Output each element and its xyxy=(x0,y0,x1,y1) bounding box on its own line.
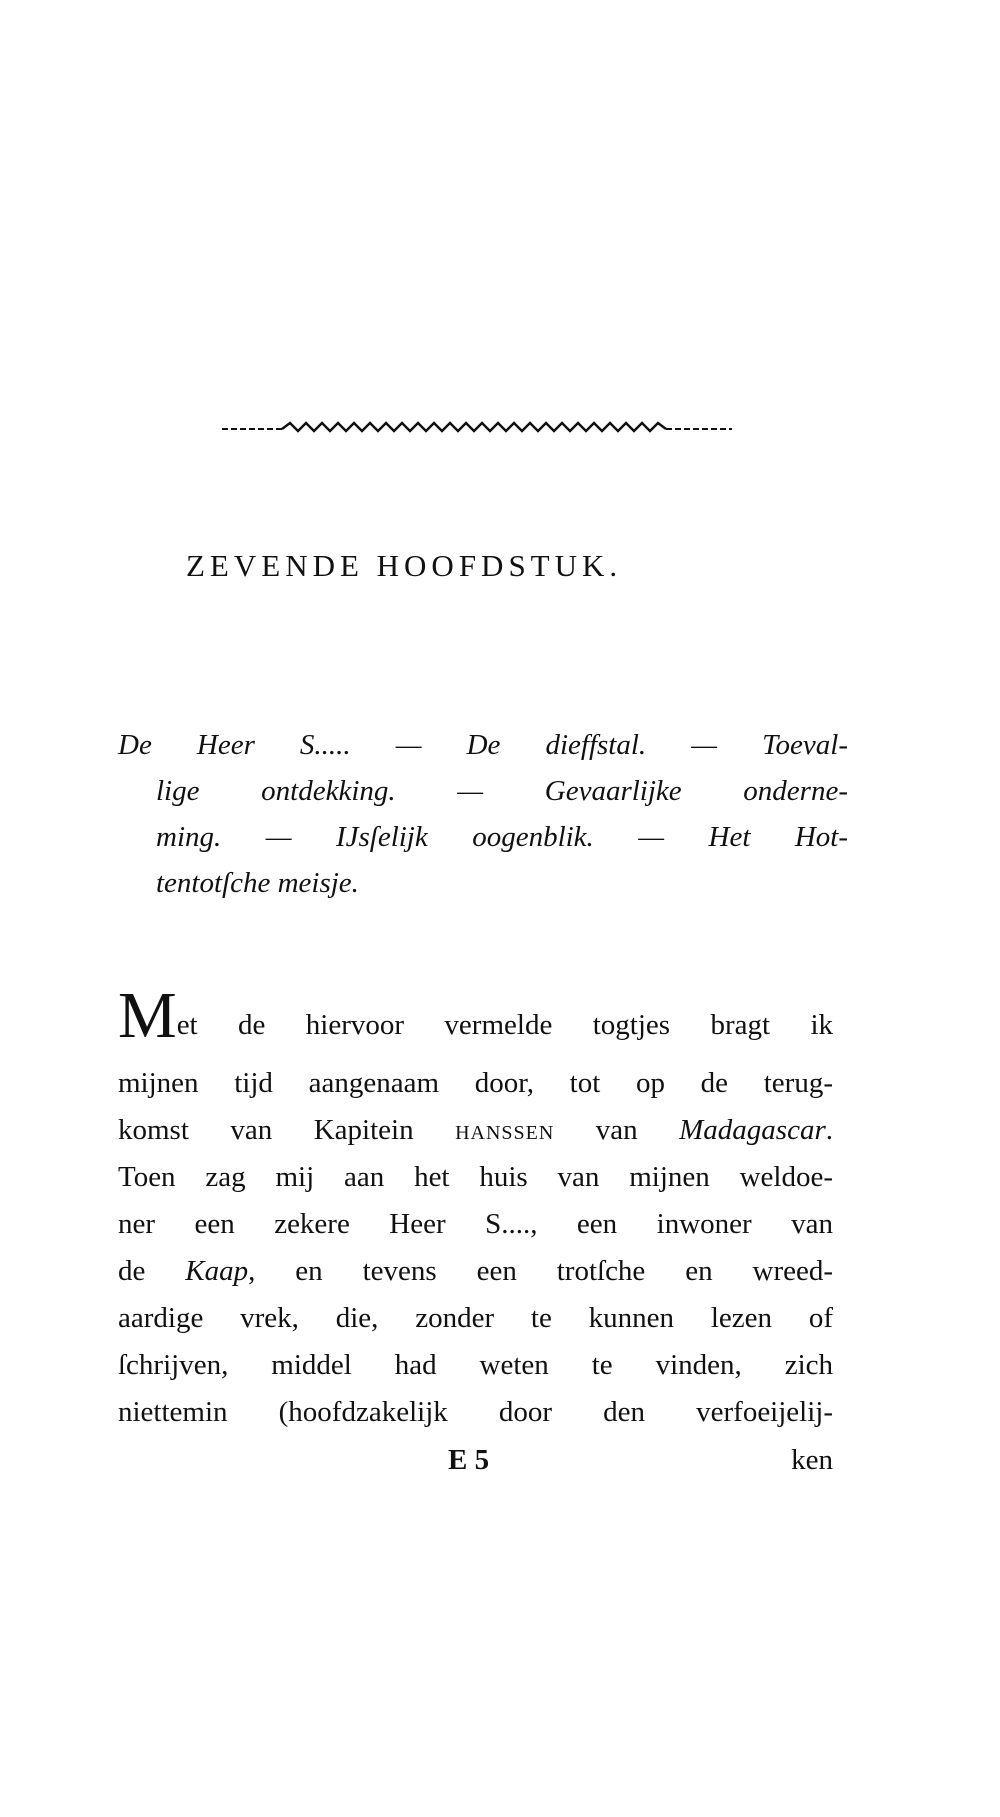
body-line xyxy=(118,979,833,1060)
body-text-run: . xyxy=(825,1114,833,1146)
place-name: Madagascar xyxy=(679,1114,826,1146)
decorative-rule-ornament xyxy=(222,417,732,437)
body-line: ner een zekere Heer S...., een inwoner van xyxy=(118,1208,833,1240)
drop-cap: M xyxy=(118,979,177,1052)
summary-line: lige ontdekking. — Gevaarlijke onderne- xyxy=(156,775,848,807)
page-footer xyxy=(118,1444,833,1494)
catchword: ken xyxy=(791,1444,833,1476)
summary-line: ming. — IJsſelijk oogenblik. — Het Hot- xyxy=(156,821,848,853)
signature-mark: E 5 xyxy=(448,1444,490,1476)
chapter-summary xyxy=(118,722,848,906)
body-line-text: et de hiervoor vermelde togtjes bragt ik xyxy=(176,1009,833,1041)
body-line: aardige vrek, die, zonder te kunnen lezen of xyxy=(118,1302,833,1334)
body-text-run: van xyxy=(554,1114,680,1146)
place-name: Kaap xyxy=(185,1255,249,1287)
summary-line: De Heer S..... — De dieffstal. — Toeval- xyxy=(118,729,848,761)
person-name: hanssen xyxy=(455,1114,555,1146)
body-text-run: , en tevens een trotſche en wreed- xyxy=(248,1255,833,1287)
body-line xyxy=(118,1248,833,1295)
body-text-run: komst van Kapitein xyxy=(118,1114,456,1146)
body-line xyxy=(118,1107,833,1154)
body-line: ſchrijven, middel had weten te vinden, zich xyxy=(118,1349,833,1381)
chapter-heading: ZEVENDE HOOFDSTUK. xyxy=(186,548,623,583)
summary-line: tentotſche meisje. xyxy=(156,867,359,899)
body-text-run: de xyxy=(118,1255,186,1287)
body-line: Toen zag mij aan het huis van mijnen weldoe- xyxy=(118,1161,833,1193)
body-paragraph xyxy=(118,979,833,1436)
body-line: niettemin (hoofdzakelijk door den verfoeijelij- xyxy=(118,1396,833,1428)
body-line: mijnen tijd aangenaam door, tot op de terug- xyxy=(118,1067,833,1099)
